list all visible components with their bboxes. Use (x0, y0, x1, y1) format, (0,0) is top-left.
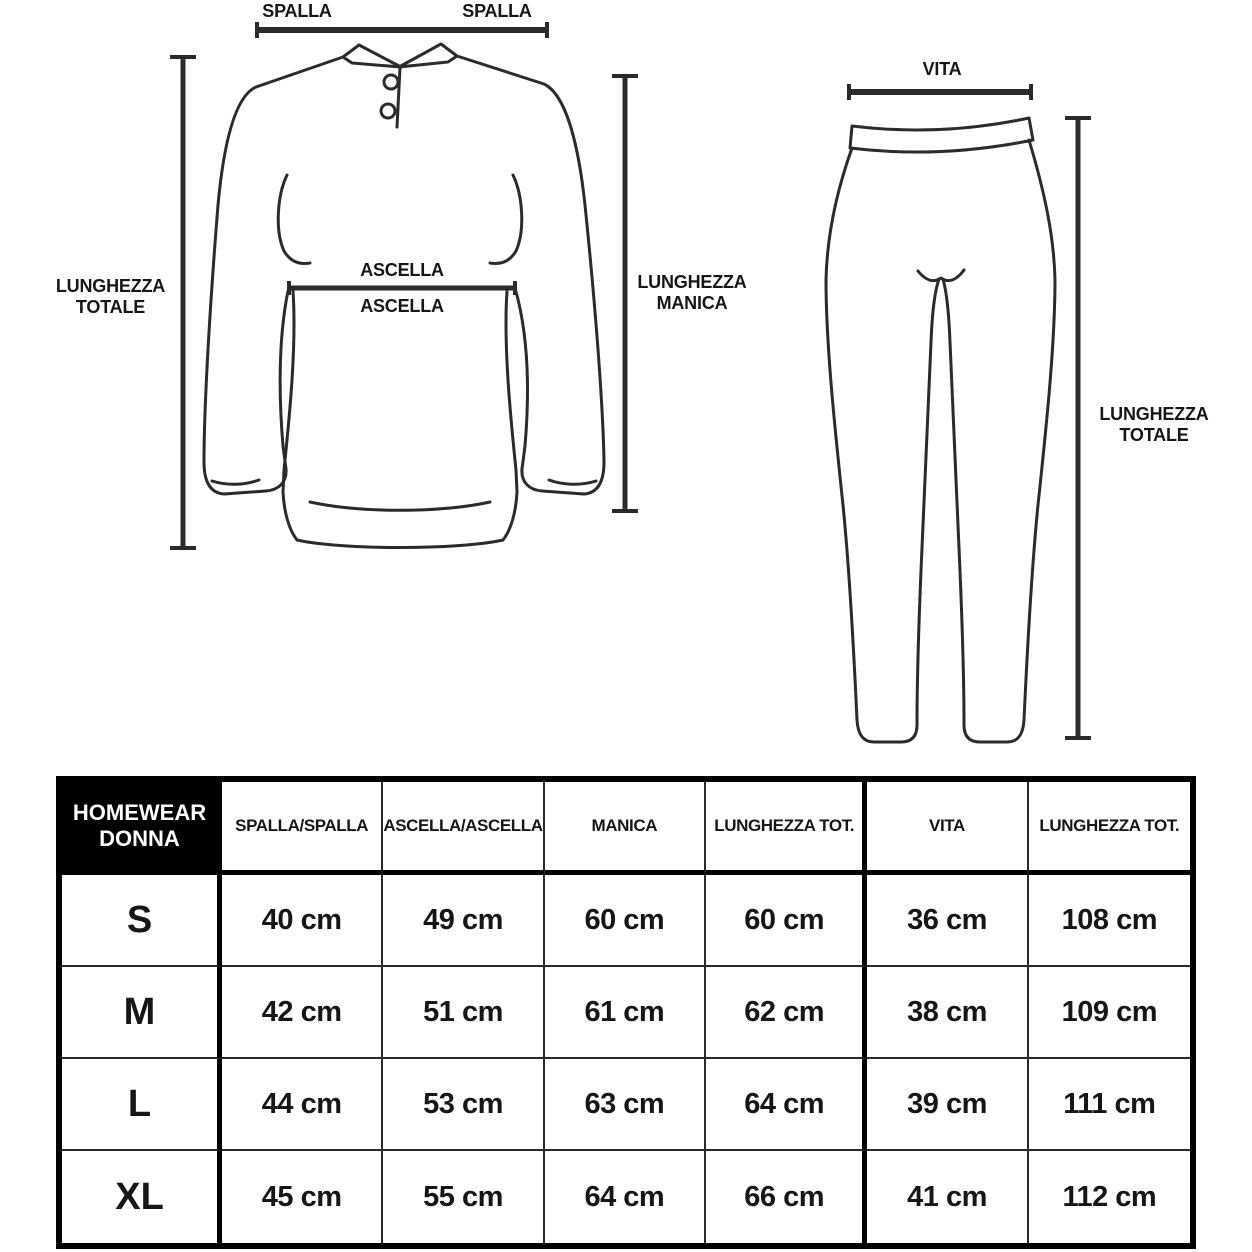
sleeve-length-label (618, 272, 766, 314)
spalla-left-label: SPALLA (262, 1, 332, 21)
sleeve-length-label-line2: MANICA (656, 293, 728, 313)
ascella-bottom-label: ASCELLA (360, 296, 444, 316)
shirt-collar-right (399, 44, 457, 67)
value-cell: 45 cm (222, 1151, 383, 1243)
column-header-spalla: SPALLA/SPALLA (222, 782, 383, 875)
value-cell: 60 cm (545, 875, 706, 967)
shirt-left-sleeve (204, 57, 343, 494)
spalla-right-label: SPALLA (462, 1, 532, 21)
value-cell: 111 cm (1029, 1059, 1190, 1151)
pants-right-leg (943, 140, 1055, 742)
shirt-length-label (38, 276, 183, 318)
pants-measure-lines (849, 84, 1091, 738)
column-header-manica: MANICA (545, 782, 706, 875)
pants-length-label-line1: LUNGHEZZA (1099, 404, 1209, 424)
value-cell: 62 cm (706, 967, 867, 1059)
sleeve-length-label-line1: LUNGHEZZA (637, 272, 747, 292)
shirt-hem-fold (310, 502, 490, 510)
value-cell: 40 cm (222, 875, 383, 967)
size-cell-s: S (62, 875, 222, 967)
value-cell: 49 cm (383, 875, 544, 967)
size-cell-l: L (62, 1059, 222, 1151)
size-cell-xl: XL (62, 1151, 222, 1243)
column-header-ascella: ASCELLA/ASCELLA (383, 782, 544, 875)
vita-label: VITA (922, 59, 962, 79)
shirt-length-label-line2: TOTALE (75, 297, 146, 317)
value-cell: 61 cm (545, 967, 706, 1059)
pants-crotch-curve (918, 270, 964, 281)
value-cell: 60 cm (706, 875, 867, 967)
value-cell: 41 cm (867, 1151, 1028, 1243)
pants-length-label (1080, 404, 1228, 446)
value-cell: 36 cm (867, 875, 1028, 967)
pants-left-leg (826, 148, 939, 742)
shirt-collar-left (343, 45, 401, 67)
value-cell: 112 cm (1029, 1151, 1190, 1243)
shirt-button-2 (381, 104, 395, 118)
shirt-length-label-line1: LUNGHEZZA (55, 276, 166, 296)
size-table (56, 776, 1196, 1249)
value-cell: 64 cm (706, 1059, 867, 1151)
value-cell: 42 cm (222, 967, 383, 1059)
value-cell: 63 cm (545, 1059, 706, 1151)
column-header-lunghezza-tot: LUNGHEZZA TOT. (706, 782, 867, 875)
table-title-line2: DONNA (99, 826, 180, 851)
value-cell: 39 cm (867, 1059, 1028, 1151)
pants-length-label-line2: TOTALE (1119, 425, 1189, 445)
value-cell: 108 cm (1029, 875, 1190, 967)
shirt-right-bust-curve (490, 175, 522, 264)
shirt-button-1 (384, 75, 398, 89)
ascella-top-label: ASCELLA (360, 260, 444, 280)
value-cell: 53 cm (383, 1059, 544, 1151)
shirt-left-bust-curve (278, 175, 310, 264)
column-header-vita: VITA (867, 782, 1028, 875)
value-cell: 66 cm (706, 1151, 867, 1243)
column-header-lunghezza-tot-pants: LUNGHEZZA TOT. (1029, 782, 1190, 875)
size-cell-m: M (62, 967, 222, 1059)
value-cell: 64 cm (545, 1151, 706, 1243)
pants-waistband (850, 118, 1033, 152)
table-title-cell (62, 782, 222, 875)
value-cell: 44 cm (222, 1059, 383, 1151)
shirt-right-cuff-fold (549, 480, 596, 484)
table-title-line1: HOMEWEAR (72, 800, 207, 825)
shirt-left-cuff-fold (212, 480, 259, 484)
value-cell: 51 cm (383, 967, 544, 1059)
pants-drawing (826, 118, 1055, 742)
value-cell: 38 cm (867, 967, 1028, 1059)
value-cell: 109 cm (1029, 967, 1190, 1059)
shirt-measure-lines (170, 22, 638, 548)
shirt-right-sleeve (457, 56, 604, 494)
value-cell: 55 cm (383, 1151, 544, 1243)
